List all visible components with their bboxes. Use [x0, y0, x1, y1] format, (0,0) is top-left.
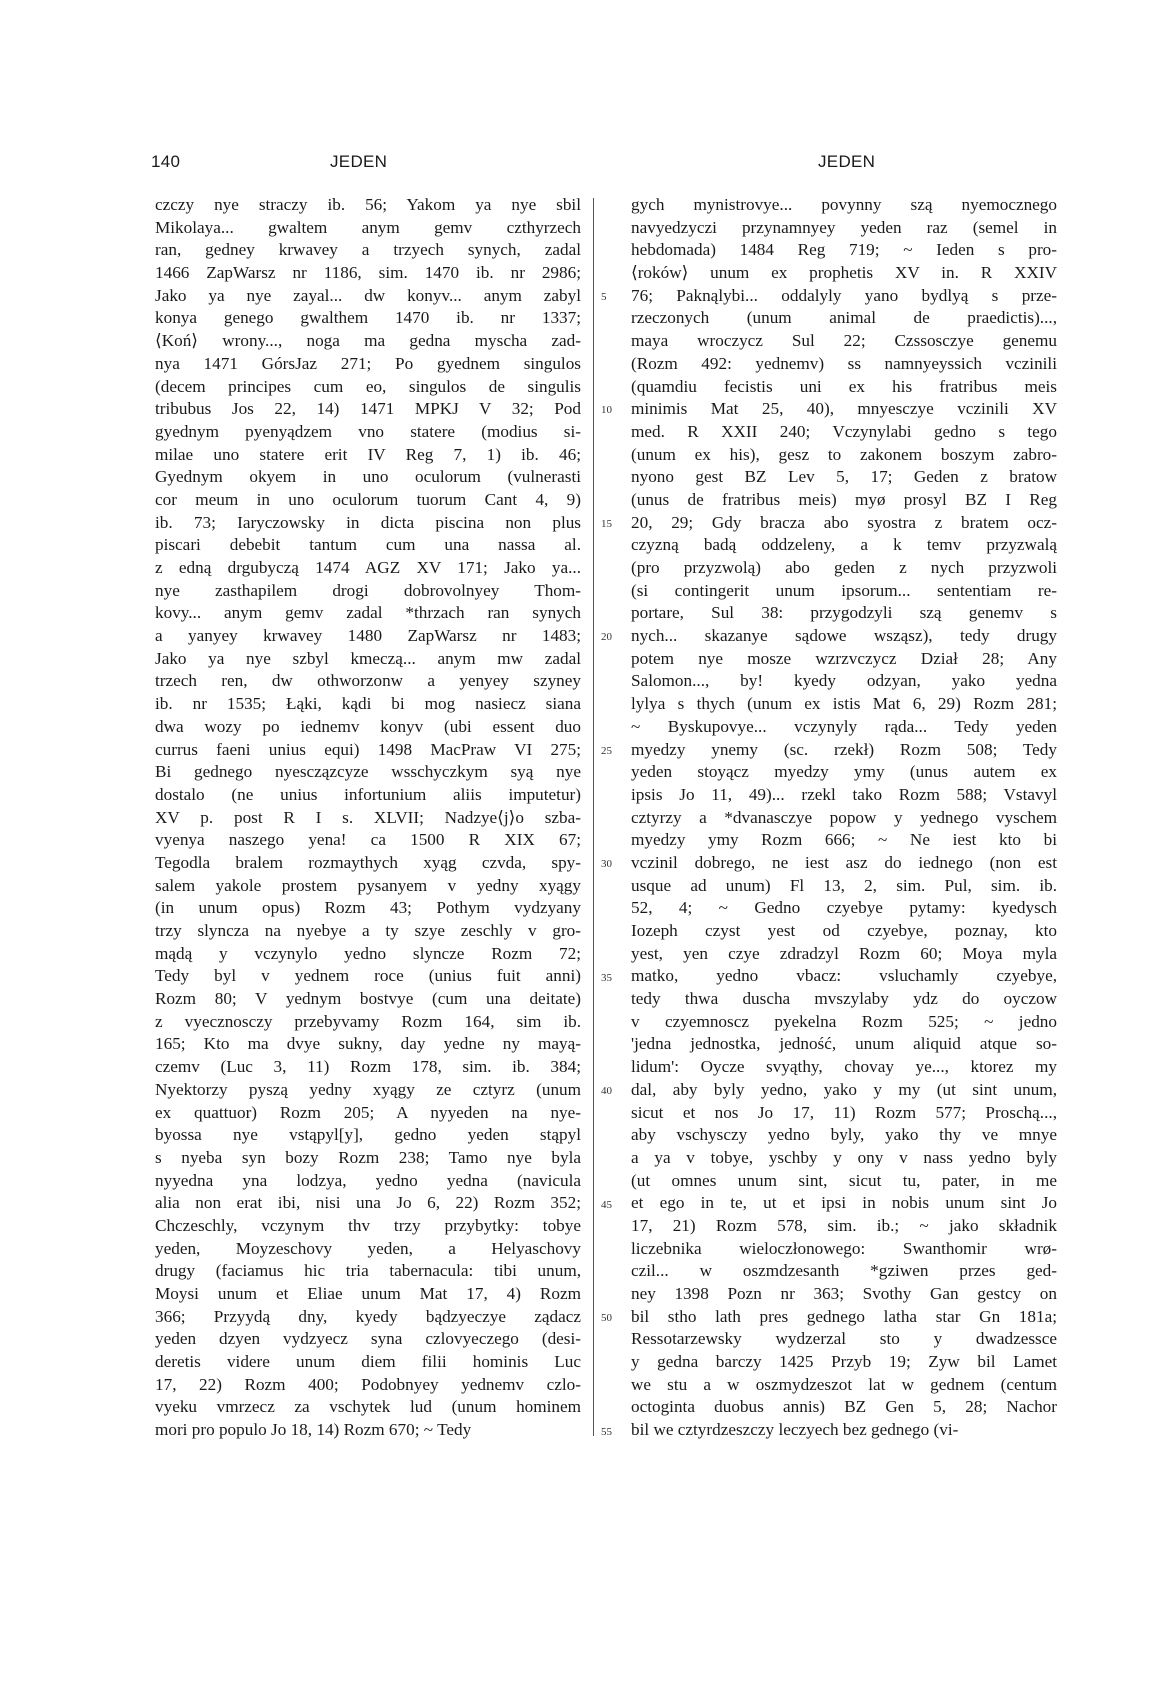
text-line: 'jedna jednostka, jedność, unum aliquid atque so-: [631, 1034, 1057, 1054]
text-line: 366; Przyydą dny, kyedy bądzyeczye ządacz: [155, 1306, 581, 1326]
text-line: (decem principes cum eo, singulos de singulis: [155, 376, 581, 396]
line-number: 45: [601, 1198, 612, 1211]
text-line: alia non erat ibi, nisi una Jo 6, 22) Rozm 352;: [155, 1193, 581, 1213]
text-line: bil we cztyrdzeszczy leczyech bez gednego (vi-: [631, 1420, 959, 1440]
text-line: ipsis Jo 11, 49)... rzekl tako Rozm 588; Vstavyl: [631, 784, 1057, 804]
text-line: vczinil dobrego, ne iest asz do iednego (non est: [631, 852, 1057, 872]
text-line: med. R XXII 240; Vczynylabi gedno s tego: [631, 421, 1057, 441]
text-line: hebdomada) 1484 Reg 719; ~ Ieden s pro-: [631, 240, 1057, 260]
text-line: Moysi unum et Eliae unum Mat 17, 4) Rozm: [155, 1284, 581, 1303]
text-line: Tedy byl v yednem roce (unius fuit anni): [155, 966, 581, 986]
line-number: 15: [601, 517, 612, 530]
text-line: matko, yedno vbacz: vsluchamly czyebye,: [631, 966, 1057, 986]
line-number: 50: [601, 1312, 612, 1325]
line-number: 25: [601, 744, 612, 757]
text-line: navyedzyczi przynamnyey yeden raz (semel in: [631, 217, 1057, 237]
line-number: 20: [601, 631, 612, 644]
text-line: mori pro populo Jo 18, 14) Rozm 670; ~ Tedy: [155, 1420, 472, 1440]
text-line: 165; Kto ma dvye sukny, day yedne ny mayą-: [155, 1034, 581, 1054]
text-line: minimis Mat 25, 40), mnyesczye vczinili XV: [631, 399, 1057, 419]
text-line: z vyecznosczy przebyvamy Rozm 164, sim ib.: [155, 1011, 581, 1031]
text-line: byossa nye vstąpyl[y], gedno yeden stąpyl: [155, 1125, 581, 1145]
line-number: 55: [601, 1425, 612, 1438]
text-line: y gedna barczy 1425 Przyb 19; Zyw bil Lamet: [631, 1352, 1057, 1372]
text-line: cor meum in uno oculorum tuorum Cant 4, 9): [155, 489, 581, 509]
text-line: et ego in te, ut et ipsi in nobis unum sint Jo: [631, 1193, 1057, 1213]
text-line: nya 1471 GórsJaz 271; Po gyednem singulos: [155, 353, 581, 373]
text-line: Ressotarzewsky wydzerzal sto y dwadzessce: [631, 1329, 1057, 1349]
text-line: we stu a w oszmydzeszot lat w gednem (centum: [631, 1374, 1057, 1394]
text-line: myedzy ynemy (sc. rzekł) Rozm 508; Tedy: [631, 739, 1057, 759]
text-line: yeden stoyącz myedzy ymy (unus autem ex: [631, 762, 1057, 782]
text-line: Iozeph czyst yest od czyebye, poznay, kto: [631, 921, 1057, 940]
text-line: ib. nr 1535; Łąki, kądi bi mog nasiecz siana: [155, 694, 581, 714]
text-line: nyyedna yna lodzya, yedno yedna (navicula: [155, 1170, 581, 1190]
text-line: 17, 21) Rozm 578, sim. ib.; ~ jako składnik: [631, 1215, 1057, 1235]
text-line: gych mynistrovye... povynny szą nyemocznego: [631, 195, 1057, 214]
text-line: XV p. post R I s. XLVII; Nadzye⟨j⟩o szba-: [155, 807, 581, 827]
text-line: Gyednym okyem in uno oculorum (vulnerasti: [155, 467, 581, 487]
text-line: piscari debebit tantum cum una nassa al.: [155, 535, 581, 555]
text-line: (quamdiu fecistis uni ex his fratribus meis: [631, 376, 1057, 396]
line-number: 40: [601, 1085, 612, 1098]
line-number: 35: [601, 971, 612, 984]
text-line: 52, 4; ~ Gedno czyebye pytamy: kyedysch: [631, 898, 1057, 918]
text-line: ⟨Koń⟩ wrony..., noga ma gedna myscha zad-: [155, 331, 581, 351]
text-line: 1466 ZapWarsz nr 1186, sim. 1470 ib. nr 2986;: [155, 263, 581, 283]
text-line: trzech ren, dw othworzonw a yenyey szyney: [155, 671, 581, 691]
text-line: tedy thwa duscha mvszylaby ydz do oyczow: [631, 989, 1057, 1009]
text-line: ~ Byskupovye... vczynyly rąda... Tedy yeden: [631, 716, 1057, 736]
text-line: sicut et nos Jo 17, 11) Rozm 577; Proschą...,: [631, 1102, 1057, 1122]
text-line: czyzną badą oddzeleny, a k temv przyzwalą: [631, 535, 1057, 555]
text-line: usque ad unum) Fl 13, 2, sim. Pul, sim. ib.: [631, 875, 1057, 895]
text-line: drugy (faciamus hic tria tabernacula: tibi unum,: [155, 1261, 581, 1281]
text-line: (unus de fratribus meis) myø prosyl BZ I Reg: [631, 489, 1057, 509]
text-line: czil... w oszmdzesanth *gziwen przes ged-: [631, 1261, 1057, 1281]
text-line: octoginta duobus annis) BZ Gen 5, 28; Nachor: [631, 1397, 1057, 1417]
text-line: milae uno statere erit IV Reg 7, 1) ib. 46;: [155, 444, 581, 464]
text-line: salem yakole prostem pysanyem v yedny xyągy: [155, 875, 581, 895]
text-line: czemv (Luc 3, 11) Rozm 178, sim. ib. 384;: [155, 1057, 581, 1077]
text-line: portare, Sul 38: przygodzyli szą genemv s: [631, 603, 1057, 623]
text-line: Chczeschly, vczynym thv trzy przybytky: tobye: [155, 1215, 581, 1235]
text-line: rzeczonych (unum animal de praedictis)...,: [631, 308, 1057, 328]
text-line: dwa wozy po iednemv konyv (ubi essent duo: [155, 716, 581, 736]
text-line: a yanyey krwavey 1480 ZapWarsz nr 1483;: [155, 626, 581, 646]
text-line: ex quattuor) Rozm 205; A nyyeden na nye-: [155, 1102, 581, 1122]
text-line: a ya v tobye, yschby y ony v nass yedno byly: [631, 1147, 1057, 1167]
line-number: 10: [601, 404, 612, 417]
text-line: yest, yen czye zdradzyl Rozm 60; Moya myla: [631, 943, 1057, 963]
text-line: nych... skazanye sądowe wsząsz), tedy drugy: [631, 626, 1057, 646]
text-line: ib. 73; Iaryczowsky in dicta piscina non plus: [155, 512, 581, 532]
text-line: lidum': Oycze svyąthy, chovay ye..., ktorez my: [631, 1057, 1057, 1077]
text-line: (si contingerit unum ipsorum... sententiam re-: [631, 580, 1057, 600]
text-line: yeden dzyen vydzyecz syna czlovyeczego (desi-: [155, 1329, 581, 1349]
text-line: dostalo (ne unius infortunium aliis imputetur): [155, 784, 581, 804]
text-line: 17, 22) Rozm 400; Podobnyey yednemv czlo-: [155, 1374, 581, 1394]
text-line: nyono gest BZ Lev 5, 17; Geden z bratow: [631, 467, 1057, 487]
text-line: cztyrzy a *dvanasczye popow y yednego vyschem: [631, 807, 1057, 827]
text-line: ney 1398 Pozn nr 363; Svothy Gan gestcy on: [631, 1284, 1057, 1303]
right-text-column: [631, 194, 1057, 1442]
text-line: gyednym pyenyądzem vno statere (modius si-: [155, 421, 581, 441]
line-number: 5: [601, 290, 607, 303]
text-line: Mikolaya... gwaltem anym gemv czthyrzech: [155, 217, 581, 237]
text-line: Rozm 80; V yednym bostvye (cum una deitate): [155, 989, 581, 1009]
text-line: (pro przyzwolą) abo geden z nych przyzwoli: [631, 558, 1057, 577]
text-line: (ut omnes unum sint, sicut tu, pater, in me: [631, 1170, 1057, 1190]
page-number: 140: [151, 152, 181, 171]
text-line: maya wroczycz Sul 22; Czssosczye genemu: [631, 331, 1057, 351]
text-line: ⟨roków⟩ unum ex prophetis XV in. R XXIV: [631, 263, 1057, 283]
text-line: s nyeba syn bozy Rozm 238; Tamo nye byla: [155, 1147, 581, 1167]
text-line: kovy... anym gemv zadal *thrzach ran synych: [155, 603, 581, 623]
left-text-column: [155, 194, 581, 1442]
text-line: 76; Paknąlybi... oddalyly yano bydlyą s prze-: [631, 285, 1057, 305]
text-line: tribubus Jos 22, 14) 1471 MPKJ V 32; Pod: [155, 399, 581, 419]
text-line: Nyektorzy pyszą yedny xyągy ze cztyrz (unum: [155, 1079, 581, 1099]
text-line: Jako ya nye szbyl kmeczą... anym mw zadal: [155, 648, 581, 668]
text-line: potem nye mosze wzrzvczycz Dział 28; Any: [631, 648, 1057, 668]
text-line: mądą y vczynylo yedno slyncze Rozm 72;: [155, 943, 581, 963]
text-line: liczebnika wieloczłonowego: Swanthomir wrø-: [631, 1238, 1057, 1258]
text-line: Jako ya nye zayal... dw konyv... anym zabyl: [155, 285, 581, 305]
text-line: konya genego gwalthem 1470 ib. nr 1337;: [155, 308, 581, 328]
text-line: vyeku vmrzecz za vschytek lud (unum hominem: [155, 1397, 581, 1417]
text-line: v czyemnoscz pyekelna Rozm 525; ~ jedno: [631, 1011, 1057, 1031]
text-line: aby vschysczy yedno byly, yako thy ve mnye: [631, 1125, 1057, 1145]
text-line: bil stho lath pres gednego latha star Gn 181a;: [631, 1306, 1057, 1326]
running-head-right: JEDEN: [818, 152, 876, 171]
line-number: 30: [601, 858, 612, 871]
text-line: (unum ex his), gesz to zakonem boszym zabro-: [631, 444, 1057, 464]
text-line: Salomon..., by! kyedy odzyan, yako yedna: [631, 671, 1057, 691]
text-line: trzy slyncza na nyebye a ty szye zeschly v gro-: [155, 921, 581, 940]
text-line: czczy nye straczy ib. 56; Yakom ya nye sbil: [155, 195, 581, 214]
text-line: lylya s thych (unum ex istis Mat 6, 29) Rozm 281;: [631, 694, 1057, 714]
running-head-left: JEDEN: [330, 152, 388, 171]
text-line: dal, aby byly yedno, yako y my (ut sint unum,: [631, 1079, 1057, 1099]
text-line: currus faeni unius equi) 1498 MacPraw VI 275;: [155, 739, 581, 759]
text-line: yeden, Moyzeschovy yeden, a Helyaschovy: [155, 1238, 581, 1258]
column-divider: [593, 198, 594, 1436]
text-line: Tegodla bralem rozmaythych xyąg czvda, spy-: [155, 852, 581, 872]
text-line: ran, gedney krwavey a trzyech synych, zadal: [155, 240, 581, 260]
text-line: deretis videre unum diem filii hominis Luc: [155, 1352, 581, 1372]
text-line: z edną drgubyczą 1474 AGZ XV 171; Jako ya...: [155, 558, 581, 577]
text-line: myedzy ymy Rozm 666; ~ Ne iest kto bi: [631, 830, 1057, 850]
text-line: Bi gednego nyesczązcyze wsschyczkym syą nye: [155, 762, 581, 782]
text-line: 20, 29; Gdy bracza abo syostra z bratem ocz-: [631, 512, 1057, 532]
text-line: (in unum opus) Rozm 43; Pothym vydzyany: [155, 898, 581, 918]
text-line: vyenya naszego yena! ca 1500 R XIX 67;: [155, 830, 581, 850]
text-line: nye zasthapilem drogi dobrovolnyey Thom-: [155, 580, 581, 600]
text-line: (Rozm 492: yednemv) ss namnyeyssich vczinili: [631, 353, 1057, 373]
